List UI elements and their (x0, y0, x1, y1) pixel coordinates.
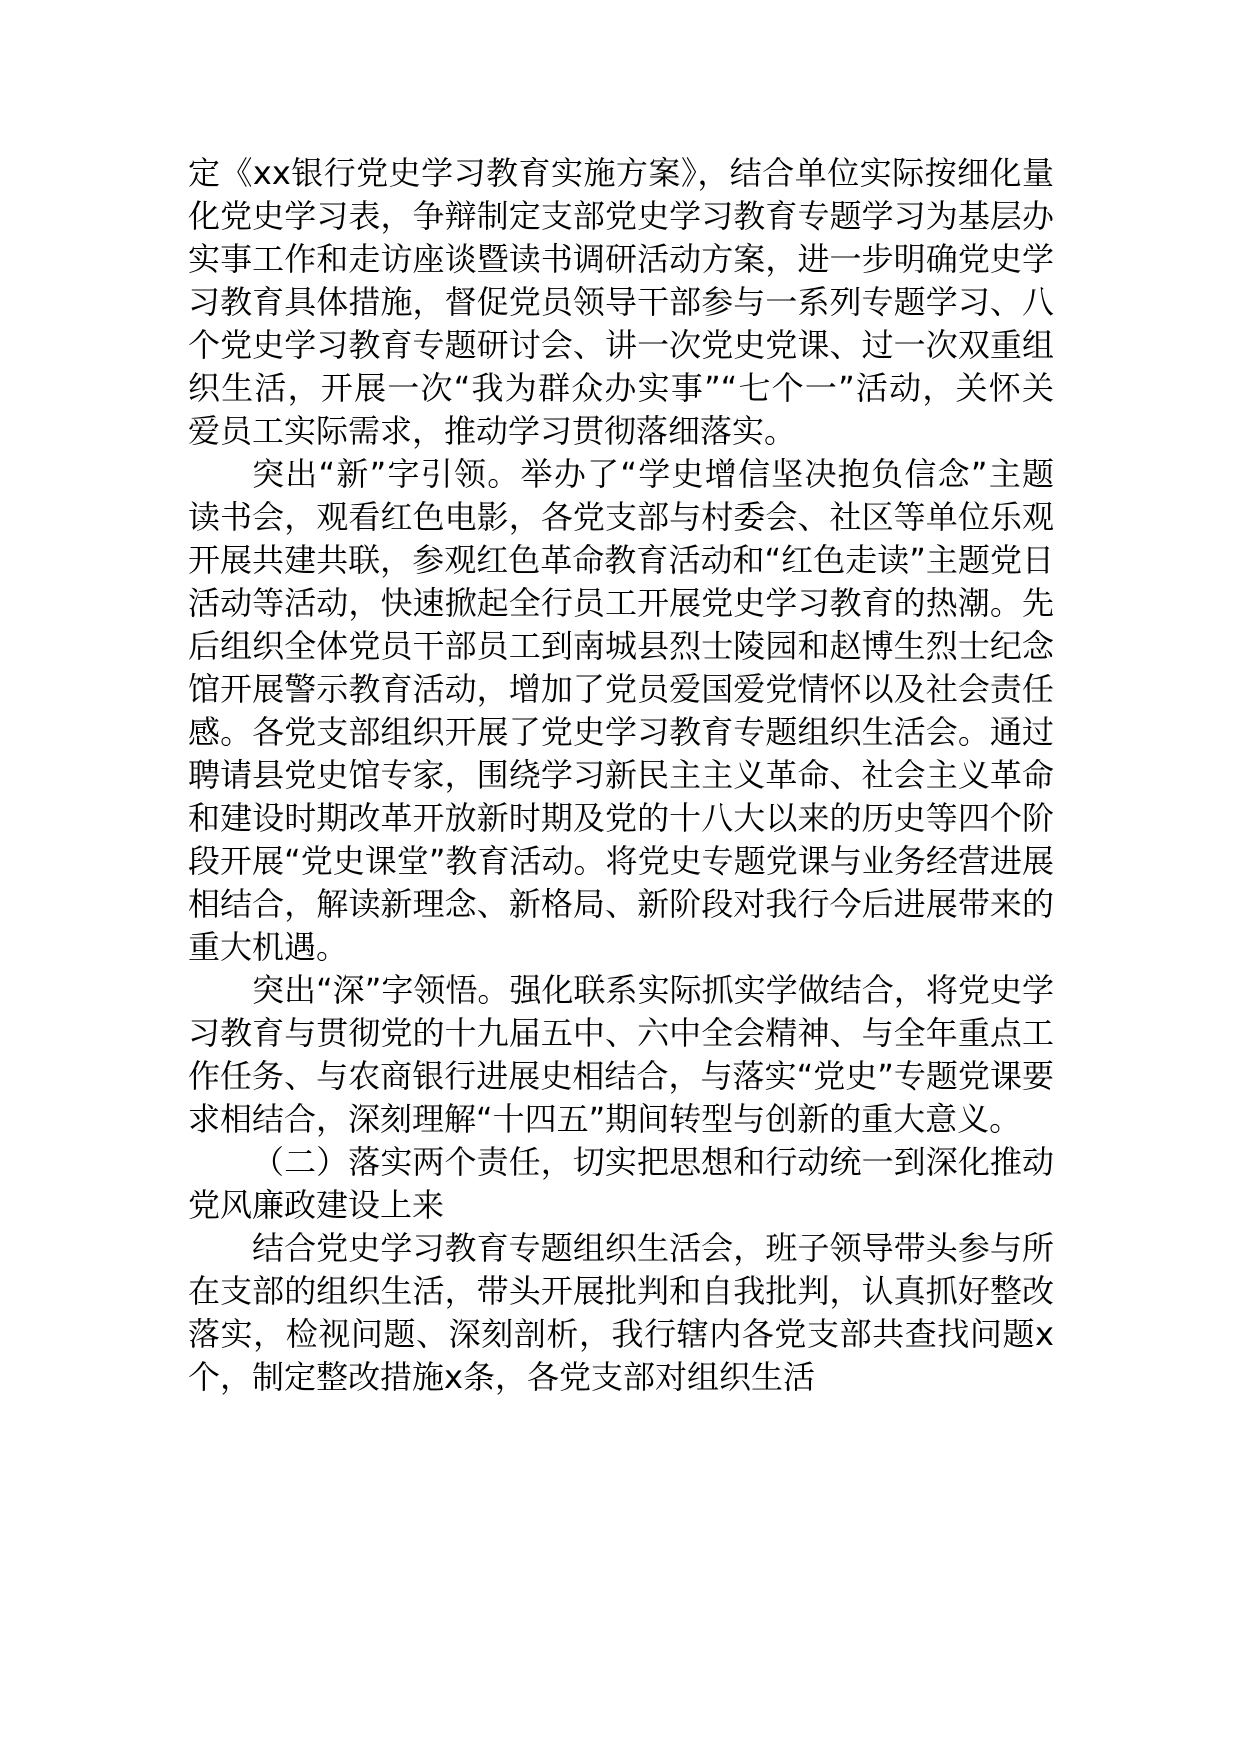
paragraph-implementation-plan: 定《xx银行党史学习教育实施方案》，结合单位实际按细化量化党史学习表，争辩制定支部党史学习教育专题学习为基层办实事工作和走访座谈暨读书调研活动方案，进一步明确党史学习教育具体措施，督促党员领导干部参与一系列专题学习、八个党史学习教育专题研讨会、讲一次党史党课、过一次双重组织生活，开展一次“我为群众办实事”“七个一”活动，关怀关爱员工实际需求，推动学习贯彻落细落实。 (188, 154, 1054, 450)
section-heading-two-responsibilities: （二）落实两个责任，切实把思想和行动统一到深化推动党风廉政建设上来 (188, 1143, 1054, 1224)
document-body (188, 152, 1054, 1399)
paragraph-organizational-life: 结合党史学习教育专题组织生活会，班子领导带头参与所在支部的组织生活，带头开展批判和自我批判，认真抓好整改落实，检视问题、深刻剖析，我行辖内各党支部共查找问题x个，制定整改措施x条，各党支部对组织生活 (188, 1229, 1054, 1396)
paragraph-new-guidance: 突出“新”字引领。举办了“学史增信坚决抱负信念”主题读书会，观看红色电影，各党支部与村委会、社区等单位乐观开展共建共联，参观红色革命教育活动和“红色走读”主题党日活动等活动，快速掀起全行员工开展党史学习教育的热潮。先后组织全体党员干部员工到南城县烈士陵园和赵博生烈士纪念馆开展警示教育活动，增加了党员爱国爱党情怀以及社会责任感。各党支部组织开展了党史学习教育专题组织生活会。通过聘请县党史馆专家，围绕学习新民主主义革命、社会主义革命和建设时期改革开放新时期及党的十八大以来的历史等四个阶段开展“党史课堂”教育活动。将党史专题党课与业务经营进展相结合，解读新理念、新格局、新阶段对我行今后进展带来的重大机遇。 (188, 455, 1054, 966)
paragraph-deep-understanding: 突出“深”字领悟。强化联系实际抓实学做结合，将党史学习教育与贯彻党的十九届五中、六中全会精神、与全年重点工作任务、与农商银行进展史相结合，与落实“党史”专题党课要求相结合，深刻理解“十四五”期间转型与创新的重大意义。 (188, 971, 1054, 1138)
